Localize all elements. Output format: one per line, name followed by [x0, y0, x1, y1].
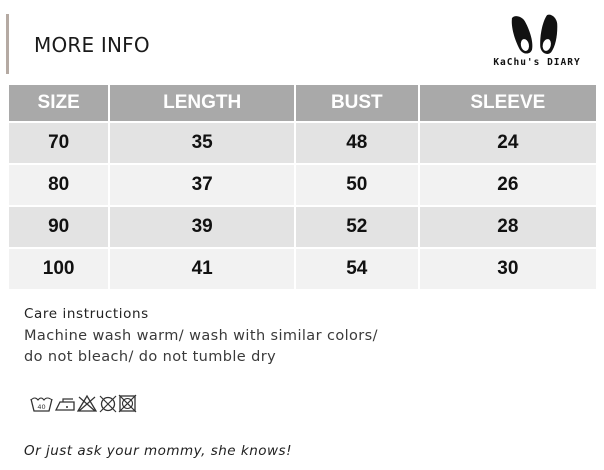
- table-row: [9, 249, 596, 289]
- length-cell: 37: [110, 165, 294, 205]
- no-bleach-icon: [78, 396, 96, 411]
- sleeve-cell: 26: [420, 165, 596, 205]
- size-cell: 70: [9, 123, 108, 163]
- care-line: do not bleach/ do not tumble dry: [24, 349, 277, 365]
- length-cell: 41: [110, 249, 294, 289]
- bust-cell: 52: [296, 207, 418, 247]
- care-line: Machine wash warm/ wash with similar colors/: [24, 328, 378, 344]
- page-title: MORE INFO: [34, 33, 150, 57]
- brand-name: KaChu's DIARY: [493, 57, 581, 68]
- table-row: [9, 207, 596, 247]
- care-icons: [30, 393, 150, 415]
- iron-icon: [56, 399, 74, 410]
- size-cell: 100: [9, 249, 108, 289]
- bust-cell: 54: [296, 249, 418, 289]
- length-cell: 39: [110, 207, 294, 247]
- shoe-pair-icon: [506, 14, 566, 58]
- care-section: [24, 306, 584, 367]
- sleeve-cell: 28: [420, 207, 596, 247]
- table-row: [9, 165, 596, 205]
- size-cell: 90: [9, 207, 108, 247]
- header: [0, 0, 604, 82]
- size-cell: 80: [9, 165, 108, 205]
- table-header-row: [9, 85, 596, 121]
- header-accent-bar: [6, 14, 9, 74]
- brand-logo: [478, 14, 596, 72]
- bust-cell: 48: [296, 123, 418, 163]
- column-header-size: SIZE: [9, 85, 108, 121]
- wash-40-icon: [31, 398, 52, 411]
- care-title: Care instructions: [24, 306, 149, 322]
- column-header-length: LENGTH: [110, 85, 294, 121]
- sleeve-cell: 24: [420, 123, 596, 163]
- tagline: Or just ask your mommy, she knows!: [24, 443, 292, 459]
- wash-temperature: 40: [37, 403, 46, 411]
- size-table: [7, 83, 598, 291]
- length-cell: 35: [110, 123, 294, 163]
- table-row: [9, 123, 596, 163]
- no-dryclean-icon: [100, 396, 116, 412]
- no-tumble-dry-icon: [119, 395, 136, 412]
- column-header-sleeve: SLEEVE: [420, 85, 596, 121]
- sleeve-cell: 30: [420, 249, 596, 289]
- bust-cell: 50: [296, 165, 418, 205]
- column-header-bust: BUST: [296, 85, 418, 121]
